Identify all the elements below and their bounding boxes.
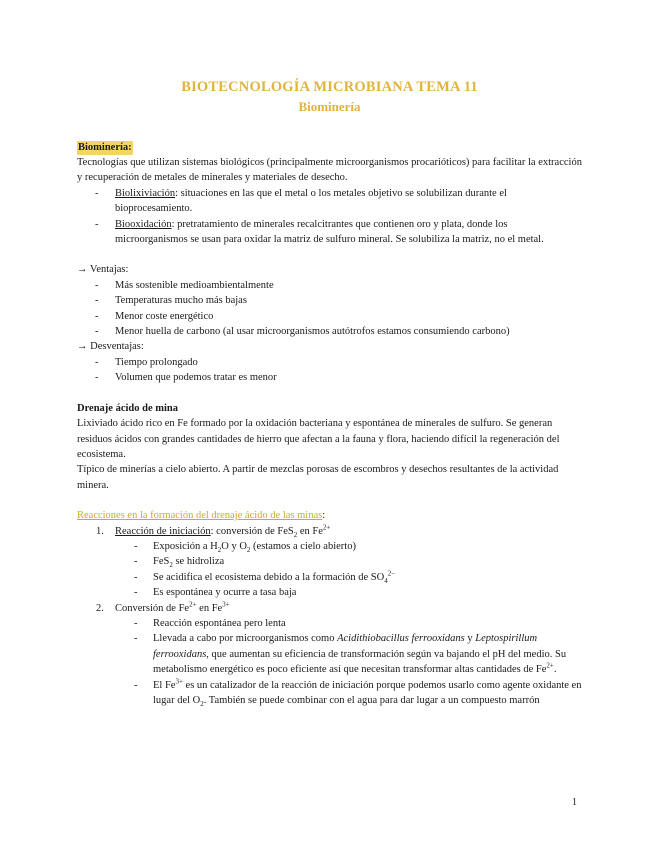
term-biooxidacion: Biooxidación (115, 218, 172, 230)
list-item (77, 631, 582, 677)
reaction-text: Conversión de Fe (115, 602, 190, 614)
ventajas-label: → Ventajas: (77, 264, 129, 276)
biomineria-heading: Biominería: (78, 142, 132, 153)
subscript: 2 (246, 546, 251, 555)
text: FeS (153, 556, 170, 568)
term-description: : pretratamiento de minerales recalcitrantes que contienen oro y plata, donde los microorganismos se usan para oxidar la matriz de sulfuro mineral. Se solubiliza la matriz, no el metal. (115, 218, 544, 246)
text: se hidroliza (172, 556, 225, 568)
subscript: 2 (169, 561, 173, 570)
subscript: 4 (384, 576, 388, 585)
list-item (77, 554, 582, 569)
drenaje-paragraph-1: Lixiviado ácido rico en Fe formado por la oxidación bacteriana y espontánea de minerales de sulfuro. Se generan residuos ácidos con grandes cantidades de hierro que afectan a la fauna y flora, haciendo difícil la regeneración del ecosistema. (77, 418, 560, 460)
item-number: 1. (96, 525, 104, 537)
list-item (77, 539, 582, 554)
superscript: 3+ (175, 677, 183, 686)
term-description: : situaciones en las que el metal o los metales objetivo se solubilizan durante el bioprocesamiento. (115, 187, 507, 215)
text: . También se puede combinar con el agua para dar lugar a un compuesto marrón (203, 695, 540, 706)
reaction-item-1 (77, 524, 582, 539)
reacciones-link[interactable]: Reacciones en la formación del drenaje ácido de las minas (77, 510, 323, 522)
text: (estamos a cielo abierto) (250, 540, 356, 552)
text: es un catalizador de la reacción de iniciación porque podemos usarlo como agente oxidante en lugar del O (153, 679, 582, 706)
text: , que aumentan su eficiencia de transformación según va bajando el pH del medio. Su metabolismo energético es poco eficiente así que necesitan transformar altas cantidades de Fe (153, 648, 567, 676)
superscript: 2+ (546, 661, 554, 670)
list-item: - Menor huella de carbono (al usar microorganismos autótrofos estamos consumiendo carbono) (77, 324, 582, 339)
list-item: - Reacción espontánea pero lenta (77, 616, 582, 631)
reaction-text: : conversión de FeS (210, 525, 294, 537)
list-item: - Temperaturas mucho más bajas (77, 293, 582, 308)
list-item: - Tiempo prolongado (77, 355, 582, 370)
list-item (77, 678, 582, 709)
subscript: 2 (200, 700, 204, 709)
biomineria-types-list (77, 186, 582, 248)
reaction-item-2 (77, 601, 582, 616)
subscript: 2 (217, 546, 222, 555)
reacciones-heading (77, 508, 582, 523)
text: Se acidifica el ecosistema debido a la formación de SO (153, 571, 385, 583)
desventajas-label: → Desventajas: (77, 341, 144, 353)
text: . (553, 664, 557, 676)
text: O y O (221, 540, 247, 552)
subscript: 2 (293, 530, 298, 539)
desventajas-list (77, 355, 582, 386)
text: El Fe (153, 679, 176, 691)
superscript: 2− (387, 569, 396, 578)
reaction-term: Reacción de iniciación (115, 525, 211, 537)
superscript: 3+ (222, 600, 230, 609)
document-page (77, 78, 582, 708)
drenaje-paragraph-2: Típico de minerías a cielo abierto. A partir de mezclas porosas de escombros y desechos resultantes de la actividad minera. (77, 464, 559, 491)
reaction-1-details (77, 539, 582, 601)
item-number: 2. (96, 602, 104, 614)
document-subtitle: Biominería (298, 99, 361, 114)
list-item: - Volumen que podemos tratar es menor (77, 370, 582, 385)
reaction-text: en Fe (297, 525, 323, 537)
biomineria-intro: Tecnologías que utilizan sistemas biológicos (principalmente microorganismos procarióticos) para facilitar la extracción y recuperación de metales de minerales y materiales de desecho. (77, 157, 582, 184)
text: Llevada a cabo por microorganismos como (153, 633, 338, 645)
reaction-text: en Fe (196, 602, 223, 614)
superscript: 2+ (322, 523, 331, 532)
list-item: - Más sostenible medioambientalmente (77, 278, 582, 293)
list-item (77, 186, 582, 217)
document-title: BIOTECNOLOGÍA MICROBIANA TEMA 11 (181, 79, 478, 95)
list-item: - Menor coste energético (77, 309, 582, 324)
species-name: Acidithiobacillus ferrooxidans (337, 633, 465, 645)
term-biolixiviacion: Biolixiviación (115, 187, 176, 199)
species-name: Leptospirillum ferrooxidans (153, 633, 538, 660)
colon: : (322, 510, 326, 522)
ventajas-list (77, 278, 582, 340)
list-item (77, 570, 582, 585)
drenaje-heading: Drenaje ácido de mina (77, 402, 179, 414)
superscript: 2+ (189, 600, 197, 609)
reaction-2-details (77, 616, 582, 708)
list-item (77, 217, 582, 248)
list-item: - Es espontánea y ocurre a tasa baja (77, 585, 582, 600)
page-number: 1 (572, 797, 577, 808)
text: Exposición a H (153, 540, 218, 552)
text: y (464, 633, 476, 645)
